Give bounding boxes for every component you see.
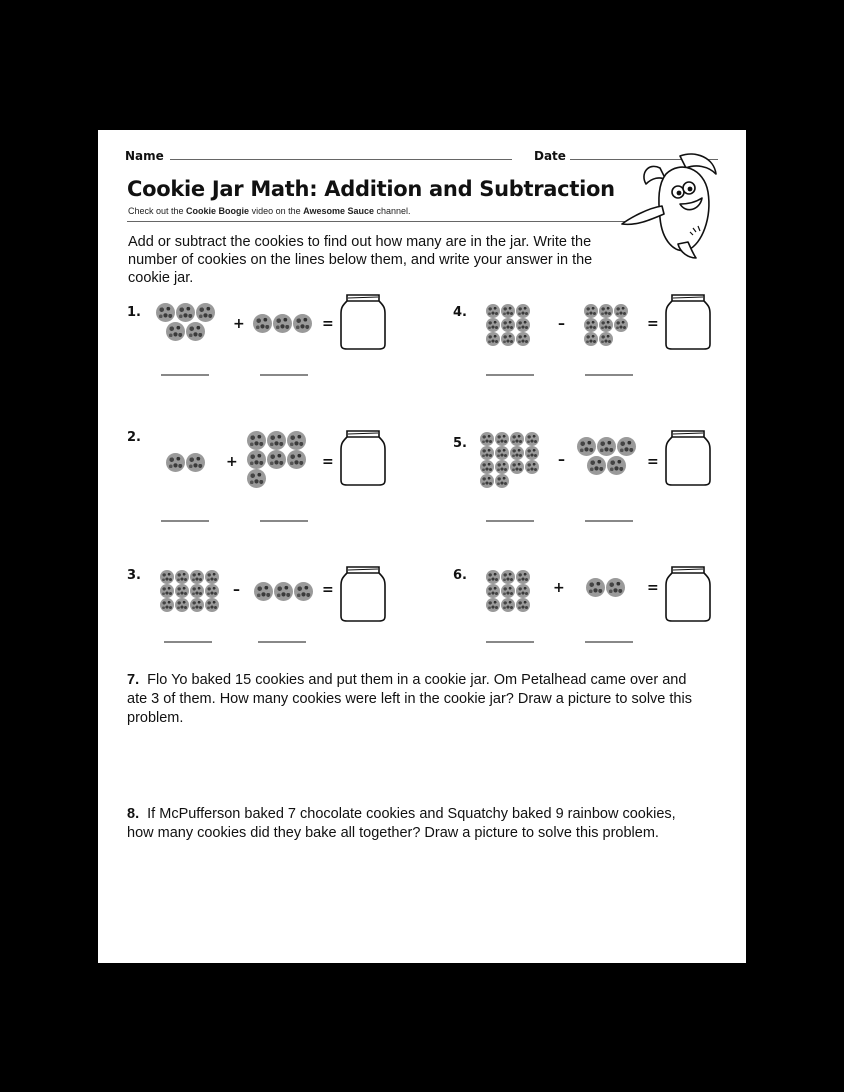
- problem-number: 5.: [453, 436, 467, 451]
- problem-number: 2.: [127, 430, 141, 445]
- cookie-icon: [253, 314, 272, 333]
- cookie-group-left: [485, 304, 531, 346]
- equals-sign: =: [322, 316, 334, 332]
- cookie-icon: [510, 460, 524, 474]
- answer-line-right[interactable]: [585, 641, 633, 643]
- cookie-icon: [486, 318, 500, 332]
- cookie-group-left: [158, 570, 220, 612]
- cookie-icon: [156, 303, 175, 322]
- cookie-group-right: [583, 304, 629, 346]
- equals-sign: =: [647, 316, 659, 332]
- cookie-icon: [584, 332, 598, 346]
- cookie-icon: [516, 304, 530, 318]
- cookie-jar-icon[interactable]: [665, 430, 711, 486]
- cookie-icon: [160, 584, 174, 598]
- fish-mascot-icon: [618, 148, 723, 260]
- header-divider: [127, 221, 627, 222]
- cookie-jar-icon[interactable]: [340, 294, 386, 350]
- operator: +: [553, 580, 565, 596]
- subtitle: [128, 206, 411, 216]
- cookie-jar-icon[interactable]: [340, 566, 386, 622]
- cookie-icon: [486, 332, 500, 346]
- subtitle-text: Check out the: [128, 206, 187, 216]
- answer-line-left[interactable]: [164, 641, 212, 643]
- cookie-group-right: [247, 314, 317, 333]
- cookie-group-left: [150, 303, 220, 341]
- cookie-icon: [501, 318, 515, 332]
- cookie-icon: [205, 584, 219, 598]
- answer-line-left[interactable]: [161, 520, 209, 522]
- equals-sign: =: [647, 580, 659, 596]
- page-title: Cookie Jar Math: Addition and Subtraction: [127, 177, 615, 201]
- cookie-icon: [486, 570, 500, 584]
- cookie-icon: [175, 584, 189, 598]
- cookie-jar-icon[interactable]: [665, 294, 711, 350]
- cookie-icon: [599, 332, 613, 346]
- operator: –: [233, 582, 240, 598]
- cookie-icon: [480, 460, 494, 474]
- cookie-icon: [599, 304, 613, 318]
- problem-number: 1.: [127, 305, 141, 320]
- cookie-icon: [516, 598, 530, 612]
- cookie-icon: [516, 332, 530, 346]
- problem-number: 3.: [127, 568, 141, 583]
- cookie-icon: [190, 598, 204, 612]
- cookie-icon: [267, 431, 286, 450]
- cookie-icon: [186, 453, 205, 472]
- cookie-jar-icon[interactable]: [665, 566, 711, 622]
- operator: +: [233, 316, 245, 332]
- cookie-icon: [617, 437, 636, 456]
- cookie-icon: [267, 450, 286, 469]
- cookie-group-right: [248, 582, 318, 601]
- problem-number: 7.: [127, 672, 140, 688]
- date-label: Date: [534, 149, 566, 163]
- answer-line-right[interactable]: [585, 374, 633, 376]
- subtitle-text: video on the: [249, 206, 304, 216]
- cookie-icon: [510, 432, 524, 446]
- answer-line-left[interactable]: [486, 641, 534, 643]
- cookie-icon: [516, 584, 530, 598]
- operator: +: [226, 454, 238, 470]
- cookie-icon: [186, 322, 205, 341]
- cookie-icon: [166, 453, 185, 472]
- cookie-icon: [254, 582, 273, 601]
- cookie-icon: [501, 598, 515, 612]
- cookie-group-right: [571, 437, 641, 475]
- cookie-icon: [247, 450, 266, 469]
- cookie-icon: [190, 584, 204, 598]
- cookie-icon: [205, 598, 219, 612]
- answer-line-right[interactable]: [258, 641, 306, 643]
- operator: –: [558, 316, 565, 332]
- word-problem-text: If McPufferson baked 7 chocolate cookies and Squatchy baked 9 rainbow cookies, how many cookies did they bake all together? Draw a picture to solve this problem.: [127, 806, 676, 841]
- cookie-icon: [166, 322, 185, 341]
- cookie-icon: [293, 314, 312, 333]
- name-label: Name: [125, 149, 164, 163]
- cookie-icon: [247, 469, 266, 488]
- equals-sign: =: [322, 454, 334, 470]
- answer-line-left[interactable]: [161, 374, 209, 376]
- cookie-icon: [175, 570, 189, 584]
- cookie-icon: [273, 314, 292, 333]
- cookie-group-left: [479, 432, 541, 488]
- cookie-icon: [501, 332, 515, 346]
- problem-number: 8.: [127, 806, 140, 822]
- cookie-icon: [599, 318, 613, 332]
- cookie-icon: [584, 304, 598, 318]
- cookie-icon: [160, 598, 174, 612]
- cookie-icon: [525, 460, 539, 474]
- cookie-icon: [176, 303, 195, 322]
- worksheet-page: [98, 130, 746, 963]
- video-name: Cookie Boogie: [186, 206, 250, 216]
- answer-line-right[interactable]: [585, 520, 633, 522]
- cookie-icon: [175, 598, 189, 612]
- cookie-icon: [495, 446, 509, 460]
- cookie-icon: [587, 456, 606, 475]
- cookie-icon: [510, 446, 524, 460]
- cookie-icon: [501, 584, 515, 598]
- cookie-group-right: [246, 431, 316, 488]
- cookie-group-left: [162, 453, 208, 472]
- word-problem-text: Flo Yo baked 15 cookies and put them in a cookie jar. Om Petalhead came over and ate 3 of them. How many cookies were left in the cookie jar? Draw a picture to solve this problem.: [127, 672, 692, 726]
- cookie-icon: [606, 578, 625, 597]
- answer-line-left[interactable]: [486, 520, 534, 522]
- cookie-icon: [525, 446, 539, 460]
- cookie-icon: [586, 578, 605, 597]
- cookie-icon: [486, 584, 500, 598]
- cookie-icon: [607, 456, 626, 475]
- cookie-icon: [160, 570, 174, 584]
- subtitle-text: channel.: [373, 206, 411, 216]
- equals-sign: =: [647, 454, 659, 470]
- channel-name: Awesome Sauce: [303, 206, 374, 216]
- cookie-icon: [584, 318, 598, 332]
- word-problem-7: [127, 671, 697, 728]
- cookie-icon: [486, 598, 500, 612]
- cookie-icon: [495, 460, 509, 474]
- operator: –: [558, 452, 565, 468]
- cookie-icon: [501, 570, 515, 584]
- cookie-icon: [495, 474, 509, 488]
- cookie-icon: [205, 570, 219, 584]
- answer-line-left[interactable]: [486, 374, 534, 376]
- cookie-icon: [196, 303, 215, 322]
- cookie-icon: [480, 432, 494, 446]
- cookie-icon: [614, 318, 628, 332]
- instructions: Add or subtract the cookies to find out how many are in the jar. Write the number of cookies on the lines below them, and write your answer in the cookie jar.: [128, 234, 593, 286]
- word-problem-8: [127, 805, 697, 843]
- cookie-icon: [480, 474, 494, 488]
- cookie-icon: [516, 318, 530, 332]
- answer-line-right[interactable]: [260, 374, 308, 376]
- problem-number: 4.: [453, 305, 467, 320]
- cookie-icon: [501, 304, 515, 318]
- cookie-icon: [287, 431, 306, 450]
- cookie-icon: [247, 431, 266, 450]
- cookie-icon: [614, 304, 628, 318]
- cookie-icon: [480, 446, 494, 460]
- equals-sign: =: [322, 582, 334, 598]
- cookie-icon: [486, 304, 500, 318]
- cookie-icon: [516, 570, 530, 584]
- cookie-icon: [190, 570, 204, 584]
- answer-line-right[interactable]: [260, 520, 308, 522]
- cookie-icon: [287, 450, 306, 469]
- cookie-group-left: [485, 570, 531, 612]
- cookie-icon: [495, 432, 509, 446]
- cookie-icon: [294, 582, 313, 601]
- cookie-group-right: [582, 578, 628, 597]
- problem-number: 6.: [453, 568, 467, 583]
- cookie-icon: [577, 437, 596, 456]
- cookie-jar-icon[interactable]: [340, 430, 386, 486]
- cookie-icon: [525, 432, 539, 446]
- cookie-icon: [274, 582, 293, 601]
- cookie-icon: [597, 437, 616, 456]
- name-field-line[interactable]: [170, 159, 512, 160]
